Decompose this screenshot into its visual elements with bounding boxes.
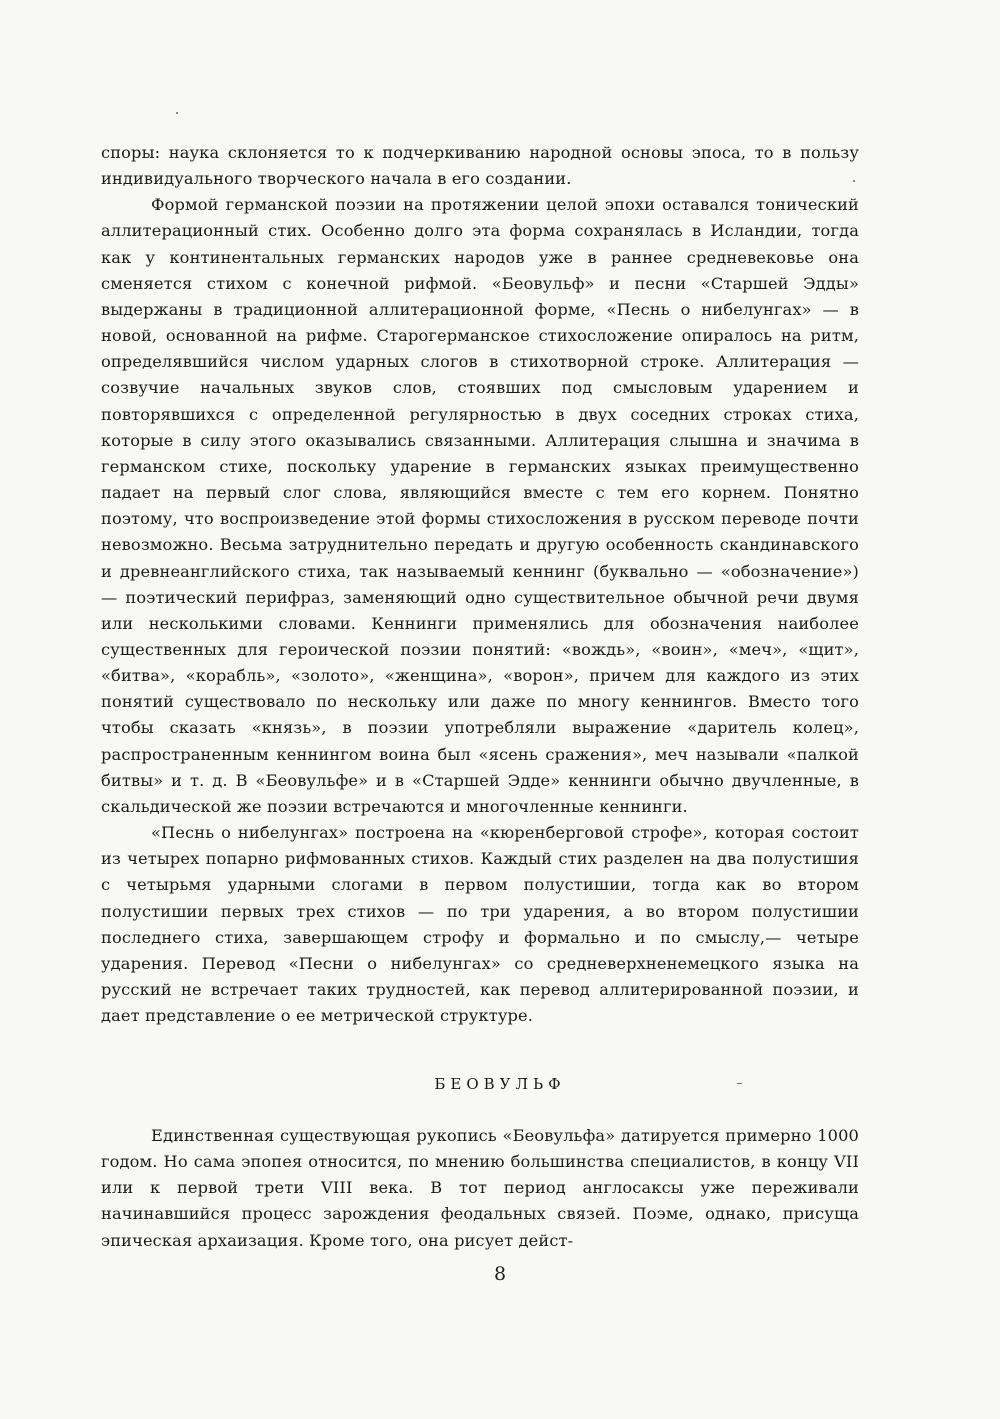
section-text — [101, 1123, 859, 1254]
page-number: 8 — [493, 1263, 507, 1285]
paragraph: Формой германской поэзии на протяжении целой эпохи оставался тонический аллитерационный стих. Особенно долго эта форма сохранялась в Исландии, тогда как у континентальных германских народов уже в раннее средневековье она сменяется стихом с конечной рифмой. «Беовульф» и песни «Старшей Эдды» выдержаны в традиционной аллитерационной форме, «Песнь о нибелунгах» — в новой, основанной на рифме. Старогерманское стихосложение опиралось на ритм, определявшийся числом ударных слогов в стихотворной строке. Аллитерация — созвучие начальных звуков слов, стоявших под смысловым ударением и повторявшихся с определенной регулярностью в двух соседних строках стиха, которые в силу этого оказывались связанными. Аллитерация слышна и значима в германском стихе, поскольку ударение в германских языках преимущественно падает на первый слог слова, являющийся вместе с тем его корнем. Понятно поэтому, что воспроизведение этой формы стихосложения в русском переводе почти невозможно. Весьма затруднительно передать и другую особенность скандинавского и древнеанглийского стиха, так называемый кеннинг (буквально — «обозначение») — поэтический перифраз, заменяющий одно существительное обычной речи двумя или несколькими словами. Кеннинги применялись для обозначения наиболее существенных для героической поэзии понятий: «вождь», «воин», «меч», «щит», «битва», «корабль», «золото», «женщина», «ворон», причем для каждого из этих понятий существовало по нескольку или даже по многу кеннингов. Вместо того чтобы сказать «князь», в поэзии употребляли выражение «даритель колец», распространенным кеннингом воина был «ясень сражения», меч называли «палкой битвы» и т. д. В «Беовульфе» и в «Старшей Эдде» кеннинги обычно двучленные, в скальдической же поэзии встречаются и многочленные кеннинги. — [101, 195, 859, 816]
main-text — [101, 140, 859, 1029]
paragraph: Единственная существующая рукопись «Беовульфа» датируется примерно 1000 годом. Но сама эпопея относится, по мнению большинства специалистов, в концу VII или к первой трети VIII века. В тот период англосаксы уже переживали начинавшийся процесс зарождения феодальных связей. Поэме, однако, присуща эпическая архаизация. Кроме того, она рисует дейст- — [101, 1126, 859, 1250]
paragraph: споры: наука склоняется то к подчеркиванию народной основы эпоса, то в пользу индивидуального творческого начала в его создании. — [101, 143, 859, 189]
paragraph: «Песнь о нибелунгах» построена на «кюренберговой строфе», которая состоит из четырех попарно рифмованных стихов. Каждый стих разделен на два полустишия с четырьмя ударными слогами в первом полустишии, тогда как во втором полустишии первых трех стихов — по три ударения, а во втором полустишии последнего стиха, завершающем строфу и формально и по смыслу,— четыре ударения. Перевод «Песни о нибелунгах» со средневерхненемецкого языка на русский не встречает таких трудностей, как перевод аллитерированной поэзии, и дает представление о ее метрической структуре. — [101, 823, 859, 1026]
print-speck — [176, 112, 178, 114]
section-heading: БЕОВУЛЬФ — [434, 1075, 566, 1093]
